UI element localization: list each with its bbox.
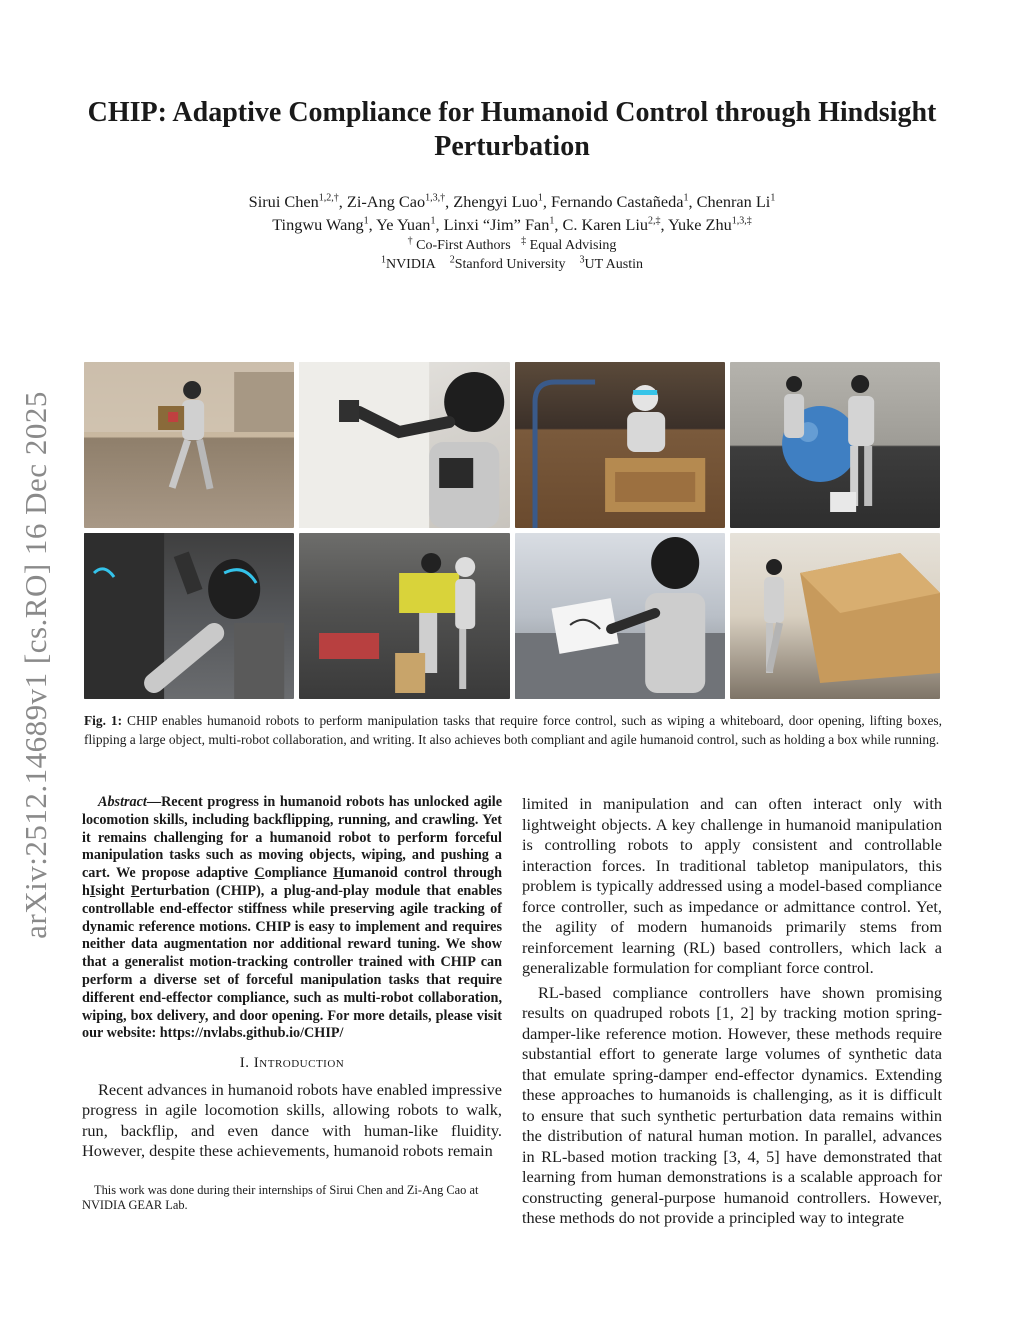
arxiv-identifier <box>6 370 66 960</box>
intro-paragraph: Recent advances in humanoid robots have enabled impressive progress in agile locomotion skills, allowing robots to walk, run, backflip, and even dance with human-like fluidity. However, despite these achievements, humanoid robots remain <box>82 1079 502 1161</box>
affiliation: Stanford University <box>454 257 566 272</box>
photo-flipping-ball <box>730 362 940 528</box>
photo-writing <box>515 533 725 699</box>
author: Linxi “Jim” Fan <box>443 215 550 234</box>
figure-1-grid <box>84 362 940 699</box>
robot-illustration <box>515 533 725 699</box>
photo-door-opening <box>84 533 294 699</box>
arxiv-id-text: arXiv:2512.14689v1 [cs.RO] 16 Dec 2025 <box>18 391 54 939</box>
author-block <box>80 190 944 274</box>
caption-text: CHIP enables humanoid robots to perform manipulation tasks that require force control, such as wiping a whiteboard, door opening, lifting boxes, flipping a large object, multi-robot collaboration, and writing. It also achieves both compliant and agile humanoid control, such as holding a box while running. <box>84 713 942 747</box>
robot-illustration <box>730 533 940 699</box>
section-heading-introduction: I. Introduction <box>239 1055 345 1072</box>
robot-illustration <box>730 362 940 528</box>
author: Yuke Zhu <box>668 215 732 234</box>
figure-1-caption <box>84 711 942 749</box>
body-paragraph: RL-based compliance controllers have shown promising results on quadruped robots [1, 2] by tracking motion spring-damper-like reference motion. However, these methods require substantial effort to generate large volumes of synthetic data that emulate spring-damper end-effector dynamics. Extending these approaches to humanoids is challenging, as it is difficult to ensure that such synthetic perturbation data remains within the distribution of natural human motion. In parallel, advances in RL-based motion tracking [3, 4, 5] have demonstrated that learning from human demonstrations is a scalable approach for constructing general-purpose humanoid controllers. However, these methods do not provide a principled way to integrate <box>522 982 942 1227</box>
photo-box-running <box>84 362 294 528</box>
author-notes: † Co-First Authors ‡ Equal Advising <box>407 235 617 253</box>
photo-multi-robot-collab <box>299 533 509 699</box>
robot-illustration <box>84 533 294 699</box>
author: Fernando Castañeda <box>551 192 684 211</box>
affiliations: $^1$NVIDIA $^2$Stanford University $^3$UT Austin <box>380 254 644 272</box>
photo-flipping-large-box <box>730 533 940 699</box>
footnote: This work was done during their internships of Sirui Chen and Zi-Ang Cao at NVIDIA GEAR Lab. <box>82 1183 479 1212</box>
figure-label: Fig. 1: <box>84 713 123 728</box>
author: Sirui Chen <box>248 192 319 211</box>
author: Zhengyi Luo <box>453 192 538 211</box>
robot-illustration <box>299 533 509 699</box>
robot-illustration <box>515 362 725 528</box>
author-line-1: Sirui Chen$^{1,2,\dagger}$, Zi-Ang Cao$^{1,3,\dagger}$, Zhengyi Luo$^1$, Fernando Castañeda$^1$, Chenran Li$^1$ <box>248 192 776 211</box>
author: Zi-Ang Cao <box>346 192 426 211</box>
robot-illustration <box>84 362 294 528</box>
author: Ye Yuan <box>376 215 431 234</box>
affiliation: NVIDIA <box>385 257 436 272</box>
abstract: Abstract—Recent progress in humanoid robots has unlocked agile locomotion skills, including backflipping, running, and crawling. Yet it remains challenging for a humanoid robot to perform forceful manipulation tasks such as moving objects, wiping, and pushing a cart. We propose adaptive Compliance Humanoid control through hIsight Perturbation (CHIP), a plug-and-play module that enables controllable end-effector stiffness while preserving agile tracking of dynamic reference motions. CHIP is easy to implement and requires neither data augmentation nor additional reward tuning. We show that a generalist motion-tracking controller trained with CHIP can perform a diverse set of forceful manipulation tasks that require different end-effector compliance, such as multi-robot collaboration, wiping, box delivery, and door opening. For more details, please visit our website: https://nvlabs.github.io/CHIP/ <box>82 794 503 1042</box>
photo-lifting-box <box>515 362 725 528</box>
author: Tingwu Wang <box>272 215 364 234</box>
affiliation: UT Austin <box>584 257 644 272</box>
photo-wiping-whiteboard <box>299 362 509 528</box>
author-line-2: Tingwu Wang$^1$, Ye Yuan$^1$, Linxi “Jim” Fan$^1$, C. Karen Liu$^{2,\ddagger}$, Yuke Zhu$^{1,3,\ddagger}$ <box>272 215 752 234</box>
left-column <box>82 794 502 1162</box>
body-paragraph: limited in manipulation and can often interact only with lightweight objects. A key challenge in humanoid manipulation is controlling robots to apply consistent and controllable interaction forces. In traditional tabletop manipulators, this problem is typically addressed using a model-based compliance force controller, such as impedance or admittance control. Yet, the agility of modern humanoids primarily stems from reinforcement learning (RL) based controllers, which lack a generalizable formulation for compliant force control. <box>522 794 942 977</box>
author: Chenran Li <box>696 192 771 211</box>
right-column <box>522 794 942 1229</box>
robot-illustration <box>299 362 509 528</box>
author: C. Karen Liu <box>562 215 648 234</box>
paper-title: CHIP: Adaptive Compliance for Humanoid Control through Hindsight Perturbation <box>87 97 937 162</box>
